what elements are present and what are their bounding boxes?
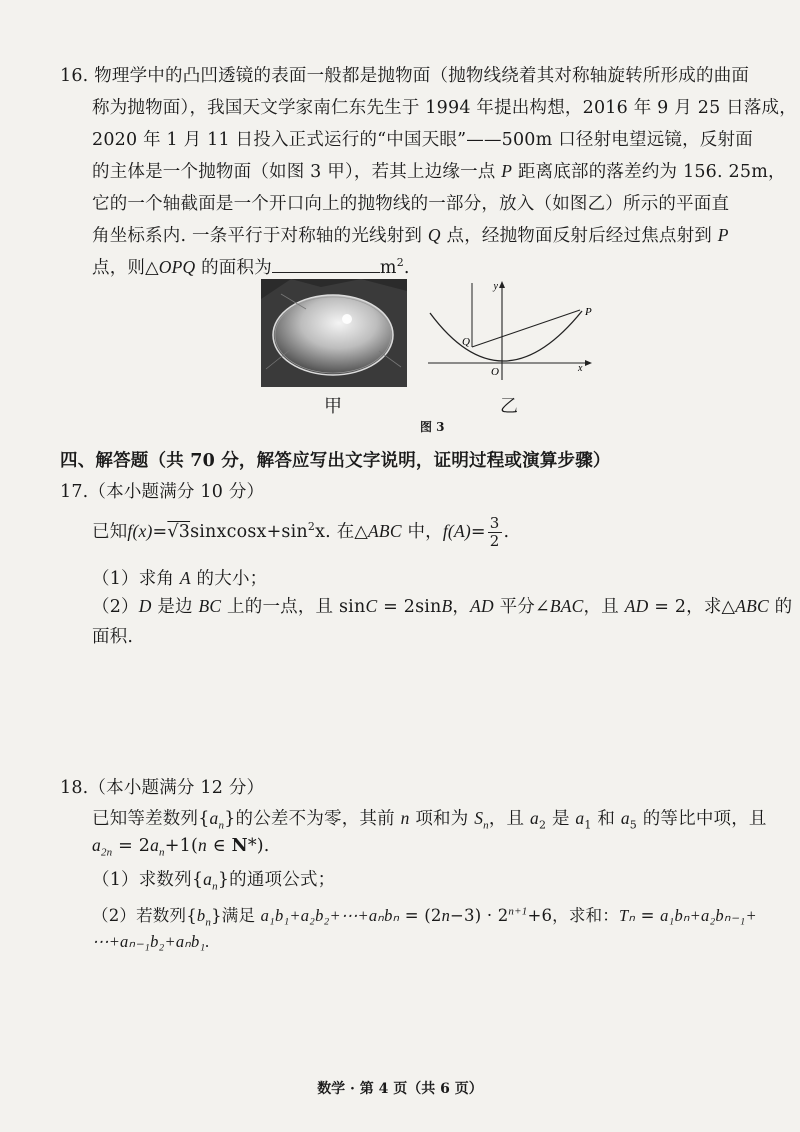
point-P-label: P (585, 306, 592, 318)
point-Q-label: Q (462, 336, 470, 348)
q18-line1: 已知等差数列$\{a_n\}$的公差不为零，其前 n 项和为 $S_n$，且 $a_2$ 是 $a_1$ 和 $a_5$ 的等比中项，且 (92, 808, 767, 832)
figure-label-left: 甲 (324, 396, 342, 417)
q16-line6: 角坐标系内. 一条平行于对称轴的光线射到 Q 点，经抛物面反射后经过焦点射到 P (92, 225, 729, 246)
page-footer: 数学 · 第 4 页（共 6 页） (317, 1081, 483, 1097)
q16-line3: 2020 年 1 月 11 日投入正式运行的“中国天眼”——500m 口径射电望远镜，反射面 (92, 130, 753, 150)
q17-part2: （2）D 是边 BC 上的一点，且 sinC = 2sinB，AD 平分∠BAC，且 AD = 2，求△ABC 的 (92, 596, 793, 617)
q17-part2-line2: 面积. (92, 627, 134, 647)
q18-line2: $a_{2n} = 2a_n+1(n$ ∈ N*). (92, 835, 270, 859)
x-axis-label: x (578, 363, 583, 374)
parabola-diagram (418, 275, 608, 385)
q17-header: 17.（本小题满分 10 分） (60, 482, 265, 502)
x-axis-arrow-icon (585, 360, 592, 366)
q18-part1: （1）求数列$\{a_n\}$的通项公式； (92, 869, 336, 893)
q16-line1: 16. 物理学中的凸凹透镜的表面一般都是抛物面（抛物线绕着其对称轴旋转所形成的曲面 (60, 66, 750, 86)
telescope-photo (261, 279, 407, 387)
point-O-label: O (491, 366, 499, 378)
section-heading: 四、解答题（共 70 分，解答应写出文字说明，证明过程或演算步骤） (60, 451, 611, 471)
figure-label-right: 乙 (500, 396, 518, 417)
q16-line2: 称为抛物面），我国天文学家南仁东先生于 1994 年提出构想，2016 年 9 月 25 日落成， (92, 98, 797, 118)
answer-blank (272, 258, 380, 273)
fraction-three-halves: $\frac{3}{2}$ (489, 514, 500, 550)
reflected-ray (472, 310, 580, 347)
q18-part2-line2: ⋯+aₙ₋₁b₂+aₙb₁. (92, 932, 210, 951)
q18-header: 18.（本小题满分 12 分） (60, 778, 265, 798)
y-axis-label: y (493, 281, 498, 292)
q17-part1: （1）求角 A 的大小； (92, 568, 268, 589)
y-axis-arrow-icon (499, 281, 505, 288)
q16-number: 16. (60, 66, 89, 86)
q16-line7: 点，则△OPQ 的面积为 $m^2$. (92, 256, 410, 278)
figure-caption: 图 3 (420, 420, 445, 434)
telescope-photo-image (261, 279, 407, 387)
parabola-curve (430, 311, 582, 361)
q16-line4: 的主体是一个抛物面（如图 3 甲），若其上边缘一点 P 距离底部的落差约为 156. 25m， (92, 161, 786, 182)
q18-part2: （2）若数列$\{b_n\}$满足 a₁b₁+a₂b₂+⋯+aₙbₙ = $(2n-3) \cdot 2^{n+1}+6$，求和：Tₙ = a₁bₙ+a₂bₙ₋₁+ (92, 905, 757, 929)
q16-line5: 它的一个轴截面是一个开口向上的抛物线的一部分，放入（如图乙）所示的平面直 (92, 194, 730, 214)
q17-given: 已知$f(x)=√3sinxcosx+\sin^2x$. 在△ABC 中，f(A)= $\frac{3}{2}$ . (92, 514, 510, 550)
